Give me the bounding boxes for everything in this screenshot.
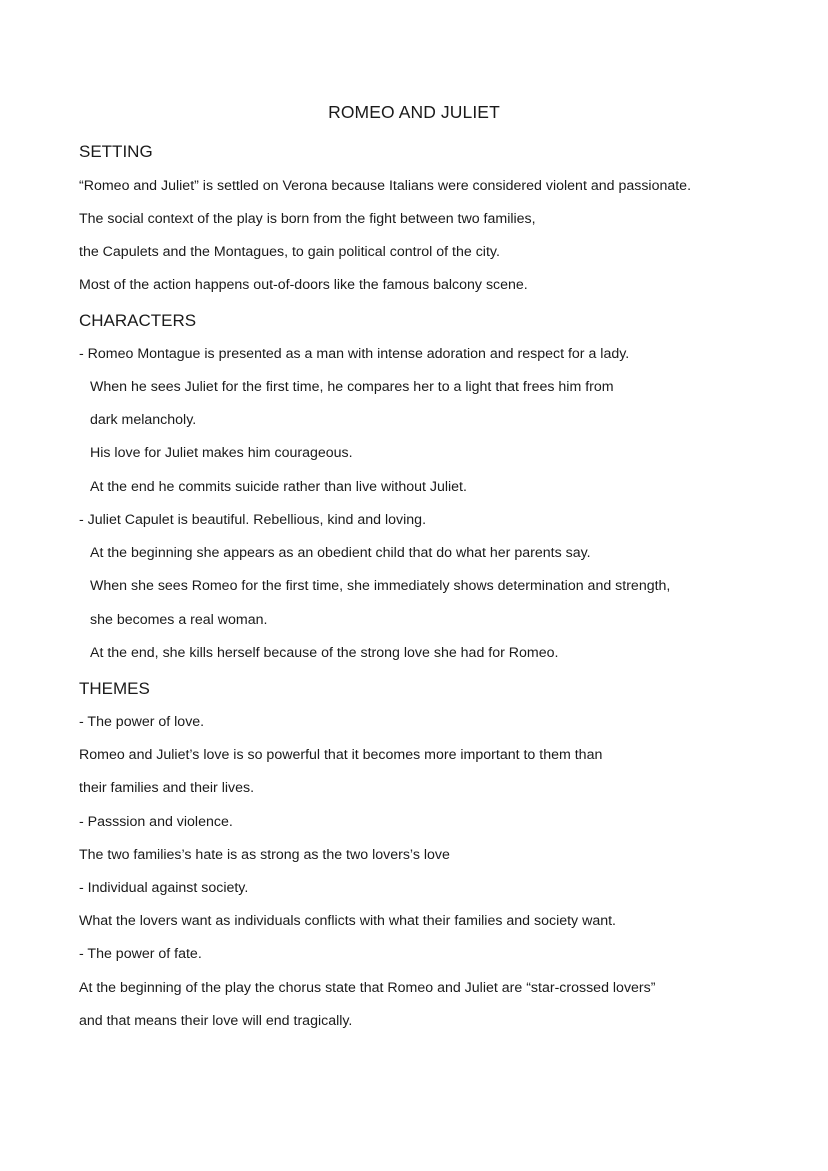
document-title: ROMEO AND JULIET [328,102,500,122]
romeo-line-2: When he sees Juliet for the first time, he compares her to a light that frees him from [90,379,614,395]
romeo-line-1: - Romeo Montague is presented as a man with intense adoration and respect for a lady. [79,346,630,362]
themes-line-4: - Passsion and violence. [79,814,233,830]
themes-line-10: and that means their love will end tragically. [79,1013,353,1029]
juliet-line-2: At the beginning she appears as an obedient child that do what her parents say. [90,545,591,561]
romeo-line-4: His love for Juliet makes him courageous. [90,445,353,461]
section-heading-themes: THEMES [79,679,150,698]
themes-line-9: At the beginning of the play the chorus state that Romeo and Juliet are “star-crossed lovers” [79,980,656,996]
juliet-line-1: - Juliet Capulet is beautiful. Rebellious, kind and loving. [79,512,427,528]
romeo-line-3: dark melancholy. [90,412,197,428]
juliet-line-4: she becomes a real woman. [90,612,268,628]
themes-line-5: The two families’s hate is as strong as the two lovers’s love [79,847,450,863]
themes-line-7: What the lovers want as individuals conflicts with what their families and society want. [79,913,616,929]
themes-line-2: Romeo and Juliet’s love is so powerful that it becomes more important to them than [79,747,603,763]
themes-line-1: - The power of love. [79,714,205,730]
section-heading-characters: CHARACTERS [79,311,197,330]
setting-line-4: Most of the action happens out-of-doors like the famous balcony scene. [79,277,528,293]
themes-line-8: - The power of fate. [79,946,202,962]
themes-line-6: - Individual against society. [79,880,249,896]
section-heading-setting: SETTING [79,142,153,161]
juliet-line-5: At the end, she kills herself because of the strong love she had for Romeo. [90,645,559,661]
romeo-line-5: At the end he commits suicide rather than live without Juliet. [90,479,467,495]
setting-line-2: The social context of the play is born from the fight between two families, [79,211,536,227]
setting-line-3: the Capulets and the Montagues, to gain political control of the city. [79,244,500,260]
setting-line-1: “Romeo and Juliet” is settled on Verona because Italians were considered violent and passionate. [79,178,692,194]
juliet-line-3: When she sees Romeo for the first time, she immediately shows determination and strength, [90,578,671,594]
themes-line-3: their families and their lives. [79,780,255,796]
